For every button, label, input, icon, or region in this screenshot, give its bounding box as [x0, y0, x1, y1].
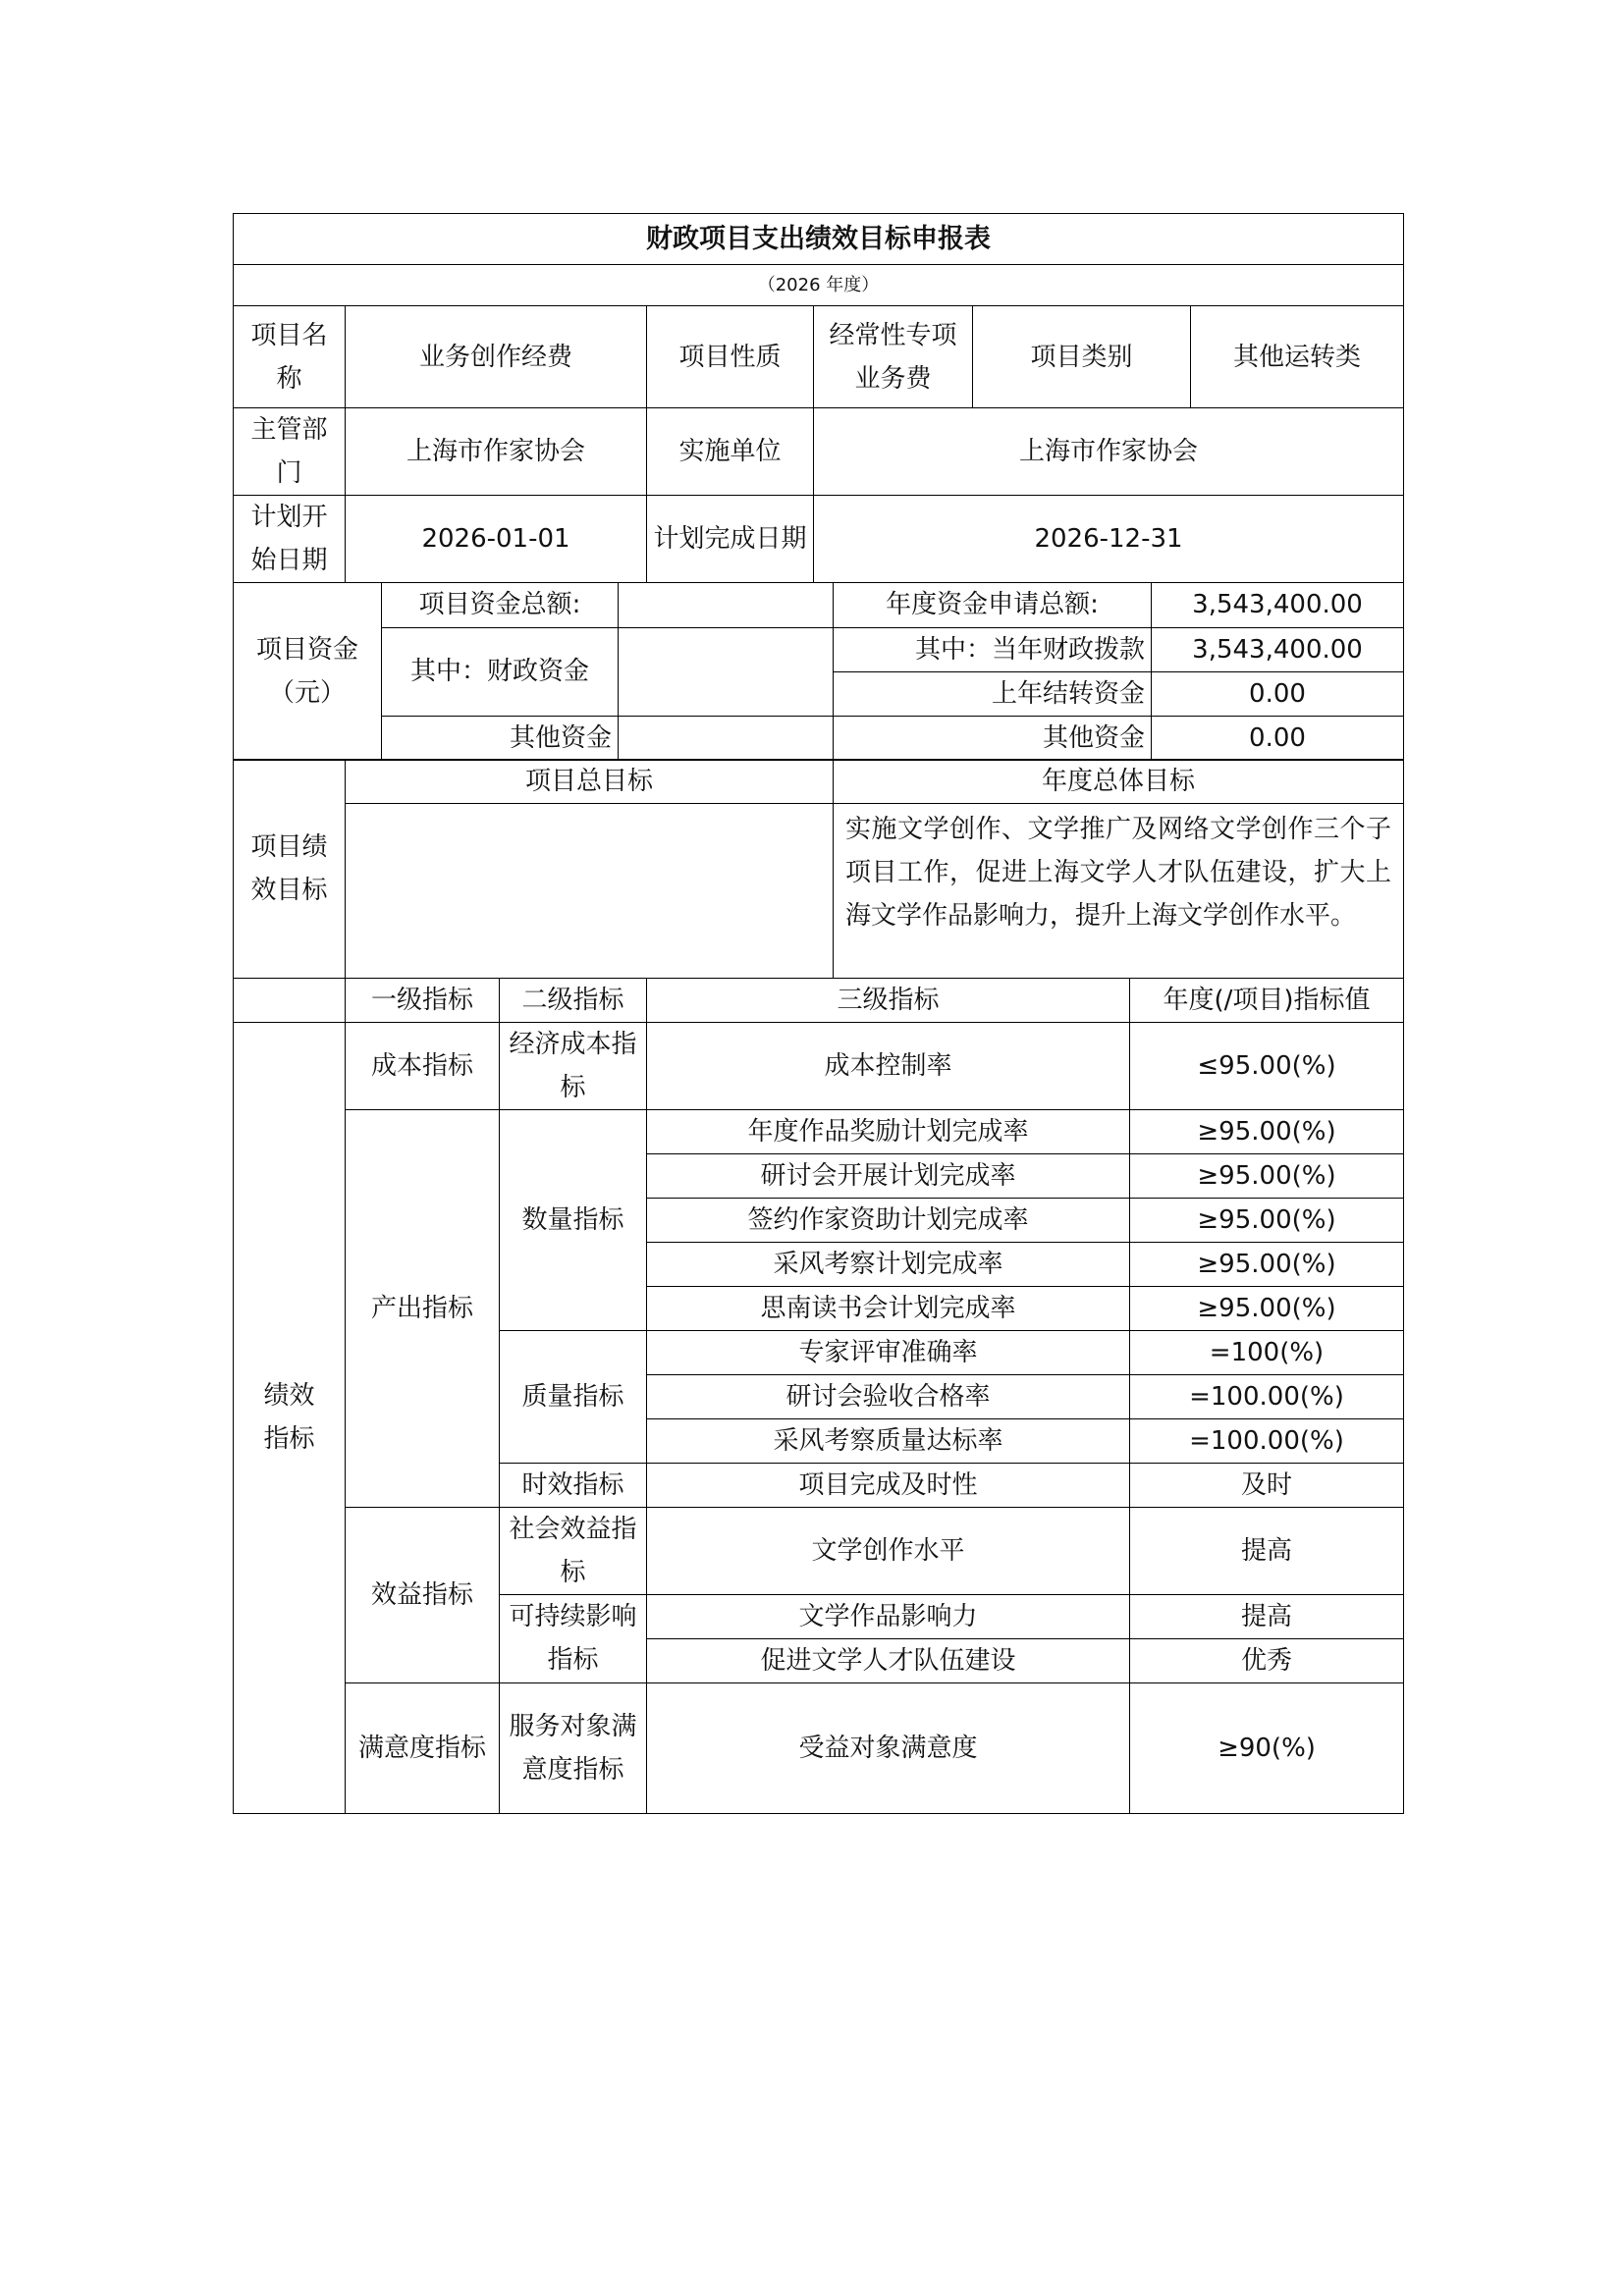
indicator-row-value: 提高: [1130, 1507, 1404, 1594]
funds-other-value: [619, 716, 834, 760]
funds-current-value: 3,543,400.00: [1152, 627, 1404, 671]
indicator-row-name: 文学创作水平: [647, 1507, 1130, 1594]
indicator-econ-cost: 经济成本指标: [500, 1022, 647, 1109]
start-date-value: 2026-01-01: [346, 496, 647, 583]
unit-value: 上海市作家协会: [814, 408, 1404, 496]
funds-annual-value: 3,543,400.00: [1152, 582, 1404, 627]
end-date-label: 计划完成日期: [647, 496, 814, 583]
indicator-header-level2: 二级指标: [500, 978, 647, 1022]
indicator-row-name: 专家评审准确率: [647, 1330, 1130, 1374]
indicator-row-value: =100.00(%): [1130, 1418, 1404, 1463]
indicator-row-value: =100(%): [1130, 1330, 1404, 1374]
indicator-row-name: 受益对象满意度: [647, 1682, 1130, 1813]
project-name-value: 业务创作经费: [346, 306, 647, 408]
form-title: 财政项目支出绩效目标申报表: [234, 214, 1404, 265]
indicator-quality: 质量指标: [500, 1330, 647, 1463]
funds-other-label: 其他资金: [382, 716, 619, 760]
indicator-row-value: ≥95.00(%): [1130, 1109, 1404, 1153]
indicator-social: 社会效益指标: [500, 1507, 647, 1594]
funds-annual-label: 年度资金申请总额:: [834, 582, 1152, 627]
form-table: [233, 213, 1404, 583]
indicator-row-value: ≥95.00(%): [1130, 1198, 1404, 1242]
goals-total-header: 项目总目标: [346, 760, 834, 804]
indicator-row-name: 采风考察质量达标率: [647, 1418, 1130, 1463]
indicator-quantity: 数量指标: [500, 1109, 647, 1330]
funds-current-label: 其中：当年财政拨款: [834, 627, 1152, 671]
indicator-row-name: 采风考察计划完成率: [647, 1242, 1130, 1286]
indicator-row-value: ≥95.00(%): [1130, 1286, 1404, 1330]
funds-fiscal-label: 其中：财政资金: [382, 627, 619, 716]
goals-table: [233, 759, 1404, 979]
indicator-row-value: 优秀: [1130, 1638, 1404, 1682]
dept-value: 上海市作家协会: [346, 408, 647, 496]
funds-total-value: [619, 582, 834, 627]
indicator-satisfaction: 满意度指标: [346, 1682, 500, 1813]
indicator-row-value: 提高: [1130, 1594, 1404, 1638]
indicator-sustain: 可持续影响指标: [500, 1594, 647, 1682]
start-date-label: 计划开始日期: [234, 496, 346, 583]
dept-label: 主管部门: [234, 408, 346, 496]
indicator-row-value: ≥95.00(%): [1130, 1153, 1404, 1198]
indicator-timeliness: 时效指标: [500, 1463, 647, 1507]
indicator-row-name: 成本控制率: [647, 1022, 1130, 1109]
indicator-row-name: 研讨会验收合格率: [647, 1374, 1130, 1418]
indicator-benefit: 效益指标: [346, 1507, 500, 1682]
indicator-row-name: 思南读书会计划完成率: [647, 1286, 1130, 1330]
indicator-cost: 成本指标: [346, 1022, 500, 1109]
project-name-label: 项目名称: [234, 306, 346, 408]
performance-target-form: [233, 213, 1403, 1814]
project-nature-value: 经常性专项业务费: [814, 306, 973, 408]
indicator-row-name: 年度作品奖励计划完成率: [647, 1109, 1130, 1153]
indicator-row-name: 促进文学人才队伍建设: [647, 1638, 1130, 1682]
goals-annual-header: 年度总体目标: [834, 760, 1404, 804]
end-date-value: 2026-12-31: [814, 496, 1404, 583]
form-year: （2026 年度）: [234, 265, 1404, 306]
funds-other2-label: 其他资金: [834, 716, 1152, 760]
indicator-header-value: 年度(/项目)指标值: [1130, 978, 1404, 1022]
funds-carry-value: 0.00: [1152, 671, 1404, 716]
indicator-row-value: ≤95.00(%): [1130, 1022, 1404, 1109]
funds-carry-label: 上年结转资金: [834, 671, 1152, 716]
indicator-row-value: ≥90(%): [1130, 1682, 1404, 1813]
project-nature-label: 项目性质: [647, 306, 814, 408]
indicator-header-level1: 一级指标: [346, 978, 500, 1022]
funds-label: 项目资金（元）: [234, 582, 382, 760]
unit-label: 实施单位: [647, 408, 814, 496]
indicator-row-value: 及时: [1130, 1463, 1404, 1507]
funds-total-label: 项目资金总额:: [382, 582, 619, 627]
indicator-row-name: 签约作家资助计划完成率: [647, 1198, 1130, 1242]
goals-total-text: [346, 804, 834, 979]
funds-fiscal-value: [619, 627, 834, 716]
funds-table: [233, 582, 1404, 761]
indicator-row-value: ≥95.00(%): [1130, 1242, 1404, 1286]
indicator-row-name: 文学作品影响力: [647, 1594, 1130, 1638]
project-category-label: 项目类别: [973, 306, 1191, 408]
indicator-service-sat: 服务对象满意度指标: [500, 1682, 647, 1813]
indicator-row-name: 项目完成及时性: [647, 1463, 1130, 1507]
goals-label: 项目绩效目标: [234, 760, 346, 979]
indicators-table: [233, 978, 1404, 1814]
project-category-value: 其他运转类: [1191, 306, 1404, 408]
indicator-corner: [234, 978, 346, 1022]
funds-other2-value: 0.00: [1152, 716, 1404, 760]
indicators-label: 绩效指标: [234, 1022, 346, 1813]
indicator-row-value: =100.00(%): [1130, 1374, 1404, 1418]
indicator-output: 产出指标: [346, 1109, 500, 1507]
indicator-row-name: 研讨会开展计划完成率: [647, 1153, 1130, 1198]
indicator-header-level3: 三级指标: [647, 978, 1130, 1022]
goals-annual-text: 实施文学创作、文学推广及网络文学创作三个子项目工作，促进上海文学人才队伍建设，扩大上海文学作品影响力，提升上海文学创作水平。: [834, 804, 1404, 979]
